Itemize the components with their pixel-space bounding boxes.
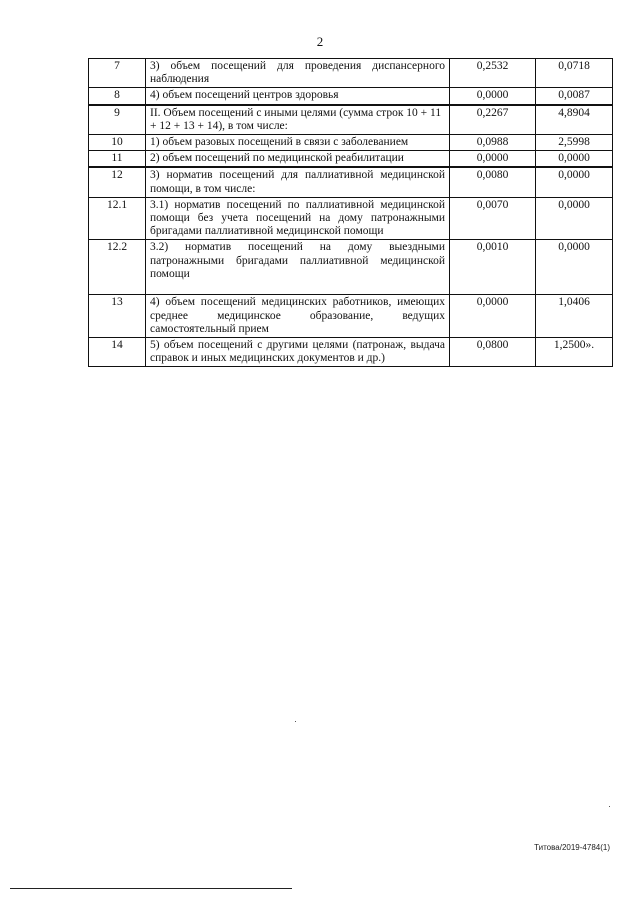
row-value-1: 0,0988 (450, 135, 536, 151)
row-number: 12 (89, 167, 146, 197)
row-value-2: 0,0000 (536, 240, 613, 295)
row-description-text: 3.2) норматив посещений на дому выездными патронажными бригадами паллиативной медицинской помощи (150, 241, 445, 280)
row-value-2: 1,2500». (536, 338, 613, 367)
table-row (89, 151, 613, 168)
table-row (89, 135, 613, 151)
row-value-1: 0,2532 (450, 59, 536, 88)
row-value-2: 1,0406 (536, 295, 613, 338)
row-value-2: 4,8904 (536, 105, 613, 135)
row-value-1: 0,0000 (450, 88, 536, 105)
table-row (89, 88, 613, 105)
table-row (89, 197, 613, 240)
row-value-2: 0,0000 (536, 151, 613, 168)
page-number: 2 (316, 34, 324, 49)
row-value-1: 0,0800 (450, 338, 536, 367)
row-number: 9 (89, 105, 146, 135)
table-row (89, 338, 613, 367)
row-number: 7 (89, 59, 146, 88)
row-number: 12.2 (89, 240, 146, 295)
row-number: 13 (89, 295, 146, 338)
row-number: 12.1 (89, 197, 146, 240)
row-value-1: 0,0000 (450, 295, 536, 338)
table-row (89, 240, 613, 295)
row-value-2: 0,0718 (536, 59, 613, 88)
row-value-2: 0,0000 (536, 197, 613, 240)
row-value-2: 0,0087 (536, 88, 613, 105)
row-value-2: 2,5998 (536, 135, 613, 151)
table-row (89, 105, 613, 135)
document-code: Титова/2019-4784(1) (534, 843, 610, 852)
row-value-1: 0,0010 (450, 240, 536, 295)
visit-norms-table (88, 58, 613, 367)
footer-divider (10, 888, 292, 889)
row-value-1: 0,0080 (450, 167, 536, 197)
table-row (89, 59, 613, 88)
table-row (89, 295, 613, 338)
row-number: 11 (89, 151, 146, 168)
row-value-1: 0,2267 (450, 105, 536, 135)
row-description: 4) объем посещений центров здоровья (146, 88, 450, 105)
scan-speck (609, 806, 610, 807)
row-number: 14 (89, 338, 146, 367)
row-description: 2) объем посещений по медицинской реабилитации (146, 151, 450, 168)
row-number: 10 (89, 135, 146, 151)
table-row (89, 167, 613, 197)
row-value-1: 0,0070 (450, 197, 536, 240)
row-description: 1) объем разовых посещений в связи с заболеванием (146, 135, 450, 151)
row-description: 4) объем посещений медицинских работников, имеющих среднее медицинское образование, ведущих самостоятельный прием (146, 295, 450, 338)
row-value-2: 0,0000 (536, 167, 613, 197)
row-description: 3) норматив посещений для паллиативной медицинской помощи, в том числе: (146, 167, 450, 197)
row-description (146, 240, 450, 295)
row-description: 3.1) норматив посещений по паллиативной медицинской помощи без учета посещений на дому патронажными бригадами паллиативной медицинской помощи (146, 197, 450, 240)
row-description: II. Объем посещений с иными целями (сумма строк 10 + 11 + 12 + 13 + 14), в том числе: (146, 105, 450, 135)
row-number: 8 (89, 88, 146, 105)
row-description: 5) объем посещений с другими целями (патронаж, выдача справок и иных медицинских документов и др.) (146, 338, 450, 367)
row-description: 3) объем посещений для проведения диспансерного наблюдения (146, 59, 450, 88)
scan-speck (295, 721, 296, 722)
row-value-1: 0,0000 (450, 151, 536, 168)
